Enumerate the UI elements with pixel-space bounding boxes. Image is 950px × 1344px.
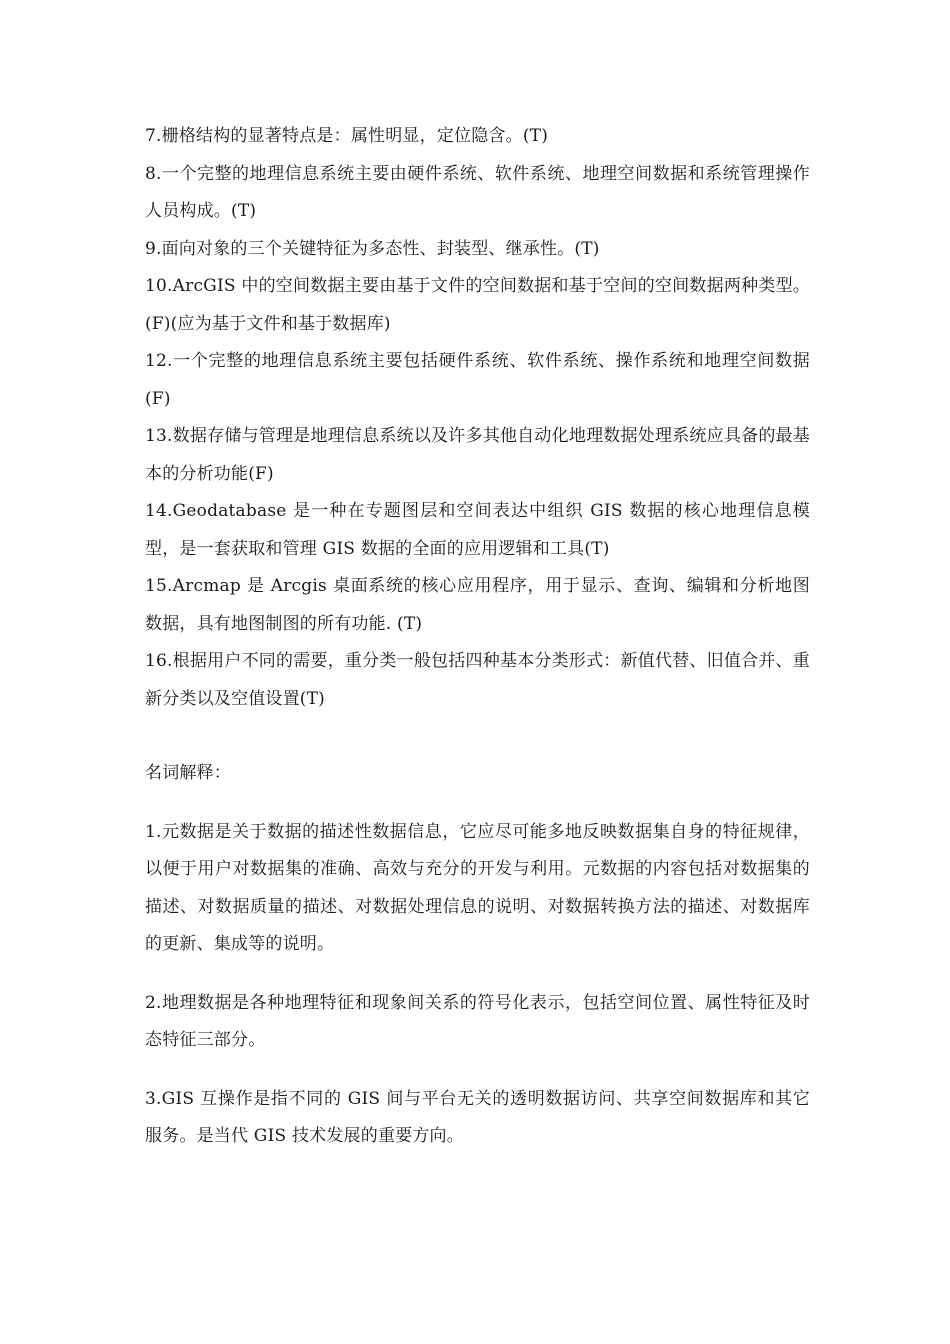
tf-item-12: 12.一个完整的地理信息系统主要包括硬件系统、软件系统、操作系统和地理空间数据(F) (145, 351, 810, 409)
tf-item-14: 14.Geodatabase 是一种在专题图层和空间表达中组织 GIS 数据的核心地理信息模型，是一套获取和管理 GIS 数据的全面的应用逻辑和工具(T) (145, 501, 810, 559)
document-page (145, 118, 810, 1156)
tf-item-9: 9.面向对象的三个关键特征为多态性、封装型、继承性。(T) (145, 238, 600, 259)
tf-item-8: 8.一个完整的地理信息系统主要由硬件系统、软件系统、地理空间数据和系统管理操作人员构成。(T) (145, 163, 810, 221)
tf-item-13: 13.数据存储与管理是地理信息系统以及许多其他自动化地理数据处理系统应具备的最基本的分析功能(F) (145, 426, 810, 484)
tf-item-15: 15.Arcmap 是 Arcgis 桌面系统的核心应用程序，用于显示、查询、编辑和分析地图数据，具有地图制图的所有功能. (T) (145, 576, 810, 634)
tf-item-10: 10.ArcGIS 中的空间数据主要由基于文件的空间数据和基于空间的空间数据两种类型。(F)(应为基于文件和基于数据库) (145, 276, 810, 334)
definition-item-1: 1.元数据是关于数据的描述性数据信息，它应尽可能多地反映数据集自身的特征规律，以便于用户对数据集的准确、高效与充分的开发与利用。元数据的内容包括对数据集的描述、对数据质量的描述、对数据处理信息的说明、对数据转换方法的描述、对数据库的更新、集成等的说明。 (145, 821, 810, 954)
section-heading: 名词解释： (145, 763, 231, 783)
tf-item-16: 16.根据用户不同的需要，重分类一般包括四种基本分类形式：新值代替、旧值合并、重新分类以及空值设置(T) (145, 651, 810, 709)
definition-item-2: 2.地理数据是各种地理特征和现象间关系的符号化表示，包括空间位置、属性特征及时态特征三部分。 (145, 992, 810, 1050)
definition-list (145, 814, 810, 1156)
definition-item-3: 3.GIS 互操作是指不同的 GIS 间与平台无关的透明数据访问、共享空间数据库和其它服务。是当代 GIS 技术发展的重要方向。 (145, 1088, 810, 1146)
tf-item-7: 7.栅格结构的显著特点是：属性明显，定位隐含。(T) (145, 126, 549, 146)
true-false-list (145, 118, 810, 718)
